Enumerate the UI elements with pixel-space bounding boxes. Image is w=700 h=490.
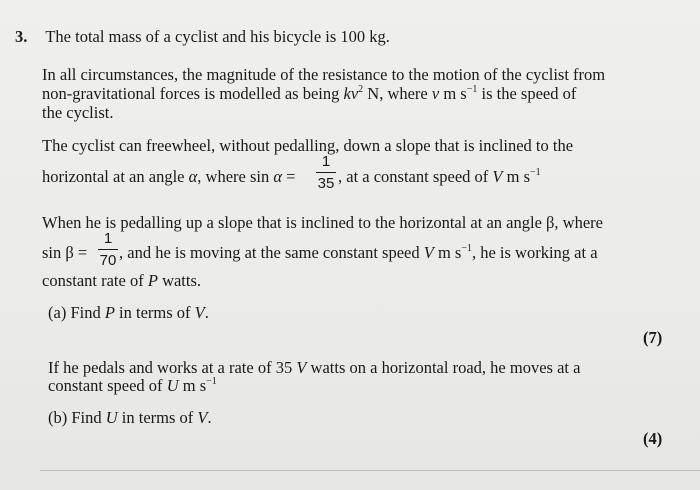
fraction-sin-beta [98,230,118,270]
unit-text: m s [178,376,207,395]
paragraph-4-line-1 [48,358,580,378]
fraction-denominator: 70 [99,252,117,269]
paragraph-3-line-2-start [42,243,87,263]
math-U: U [166,376,179,395]
fraction-bar [98,249,118,250]
text-span: is the speed of [477,84,577,103]
text-span: , he is working at a [471,243,598,262]
paragraph-3-line-1 [42,213,603,233]
text-span: = [282,167,296,186]
paragraph-1-line-2 [42,84,576,104]
text-span: constant speed of [48,376,167,395]
superscript: −1 [530,166,541,178]
text-span: In all circumstances, the magnitude of the resistance to the motion of the cyclist from [42,65,606,84]
math-V: V [492,167,503,186]
paragraph-4-line-2 [48,376,217,396]
paragraph-3-line-2-end [119,243,598,263]
text-span: When he is pedalling up a slope that is inclined to the horizontal at an angle β, where [42,213,603,232]
superscript: −1 [206,375,217,387]
text-span: in terms of [114,303,195,322]
paragraph-2-line-2 [42,167,295,187]
text-span: The cyclist can freewheel, without pedalling, down a slope that is inclined to the [42,136,574,155]
fraction-sin-alpha [316,153,336,193]
math-P: P [147,271,158,290]
paragraph-1-line-3 [42,103,113,123]
superscript: 2 [358,83,364,95]
paragraph-2-line-1 [42,136,573,156]
fraction-denominator: 35 [317,175,335,192]
math-P: P [104,303,115,322]
text-span: horizontal at an angle [42,167,189,186]
text-span: , at a constant speed of [338,167,493,186]
math-V: V [296,358,307,377]
unit-text: m s [439,84,467,103]
text-span: (a) Find [48,303,105,322]
fraction-numerator: 1 [103,230,113,247]
unit-text: m s [433,243,462,262]
unit-text: m s [502,167,531,186]
part-a-prompt [48,303,209,323]
part-a-marks: (7) [643,328,663,347]
text-span: constant rate of [42,271,148,290]
text-span: . [204,303,209,322]
math-U: U [105,408,118,427]
fraction-bar [316,172,336,173]
superscript: −1 [466,83,478,95]
text-span: , where sin [197,167,274,186]
text-span: (b) Find [48,408,106,427]
math-v: v [431,84,440,103]
question-number: 3. [15,27,28,46]
text-span: sin β = [42,243,88,262]
math-alpha: α [188,167,198,186]
text-span: non-gravitational forces is modelled as being [42,84,344,103]
part-b-marks: (4) [643,429,663,448]
text-span: N, where [363,84,432,103]
paragraph-2-line-2-end [338,167,541,187]
math-V: V [194,303,205,322]
math-alpha: α [273,167,283,186]
text-span: , and he is moving at the same constant speed [119,243,424,262]
text-span: watts on a horizontal road, he moves at a [306,358,581,377]
superscript: −1 [461,242,472,254]
math-V: V [423,243,434,262]
page-divider [40,470,700,471]
part-b-prompt [48,408,212,428]
paragraph-3-line-3 [42,271,201,291]
math-kv: kv [343,84,359,103]
question-header [15,27,390,47]
text-span: . [207,408,212,427]
text-span: the cyclist. [42,103,114,122]
math-V: V [197,408,208,427]
text-span: If he pedals and works at a rate of 35 [48,358,297,377]
text-span: watts. [157,271,202,290]
text-span: in terms of [117,408,198,427]
paragraph-1-line-1 [42,65,605,85]
question-intro: The total mass of a cyclist and his bicycle is 100 kg. [45,27,390,46]
fraction-numerator: 1 [321,153,331,170]
